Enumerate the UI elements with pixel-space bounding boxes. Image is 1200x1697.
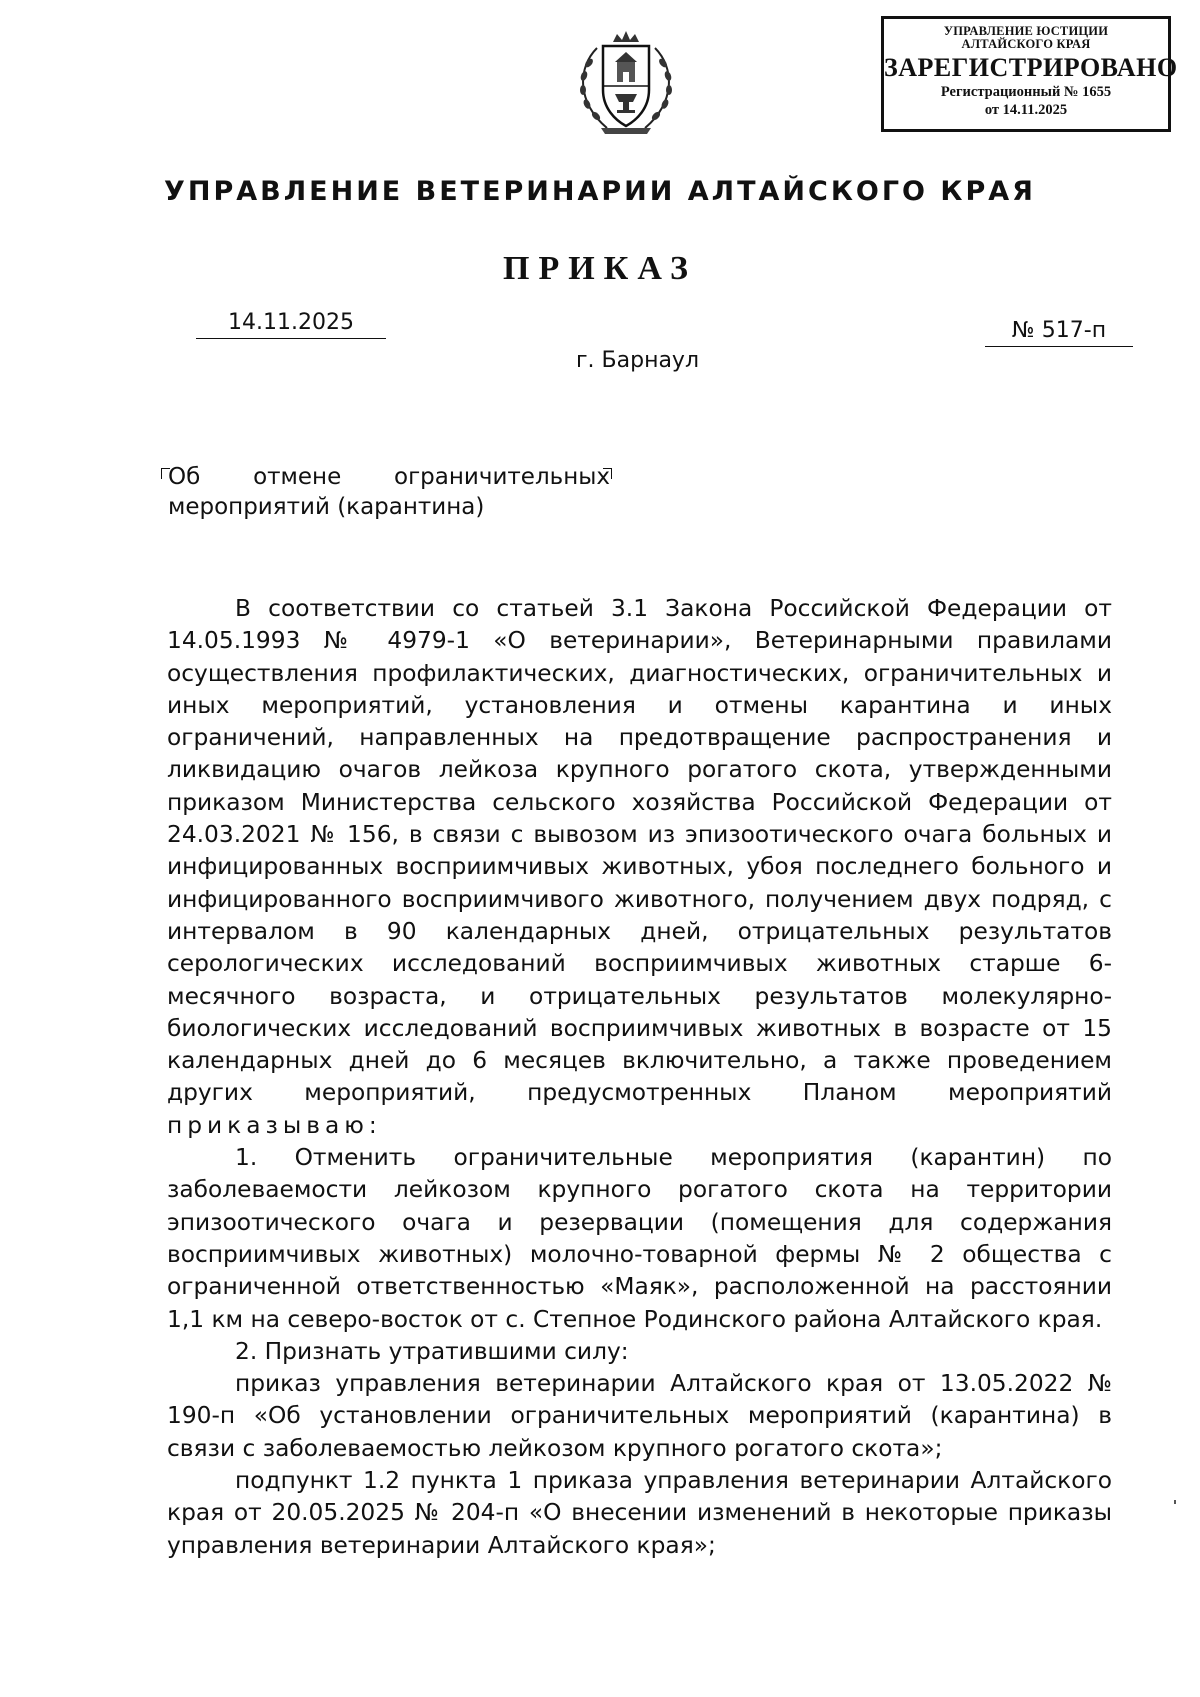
order-body [167, 593, 1112, 1562]
stamp-reg-number: Регистрационный № 1655 [940, 84, 1112, 100]
document-type-title: ПРИКАЗ [503, 250, 697, 287]
stamp-reg-date: от 14.11.2025 [984, 102, 1068, 118]
stamp-region-line: АЛТАЙСКОГО КРАЯ [961, 37, 1091, 51]
order-item-2-b: подпункт 1.2 пункта 1 приказа управления ветеринарии Алтайского края от 20.05.2025 № 204-п «О внесении изменений в некоторые приказы управления ветеринарии Алтайского края»; [167, 1467, 1112, 1559]
preamble-paragraph: В соответствии со статьей 3.1 Закона Российской Федерации от 14.05.1993 № 4979-1 «О ветеринарии», Ветеринарными правилами осуществления профилактических, диагностических, ограничительных и иных мероприятий, установления и отмены карантина и иных ограничений, направленных на предотвращение распространения и ликвидацию очагов лейкоза крупного рогатого скота, утвержденными приказом Министерства сельского хозяйства Российской Федерации от 24.03.2021 № 156, в связи с вывозом из эпизоотического очага больных и инфицированных восприимчивых животных, убоя последнего больного и инфицированного восприимчивого животного, получением двух подряд, с интервалом в 90 календарных дней, отрицательных результатов серологических исследований восприимчивых животных старше 6-месячного возраста, и отрицательных результатов молекулярно-биологических исследований восприимчивых животных в возрасте от 15 календарных дней до 6 месяцев включительно, а также проведением других мероприятий, предусмотренных Планом мероприятий приказываю: [167, 595, 1112, 1139]
order-number: № 517-п [985, 318, 1133, 347]
stamp-authority-line: УПРАВЛЕНИЕ ЮСТИЦИИ [943, 24, 1109, 38]
order-item-2: 2. Признать утратившими силу: [235, 1337, 629, 1365]
order-item-1: 1. Отменить ограничительные мероприятия (карантин) по заболеваемости лейкозом крупного рогатого скота на территории эпизоотического очага и резервации (помещения для содержания восприимчивых животных) молочно-товарной фермы № 2 общества с ограниченной ответственностью «Маяк», расположенной на расстоянии 1,1 км на северо-восток от с. Степное Родинского района Алтайского края. [167, 1144, 1112, 1333]
order-keyword: приказываю [167, 1111, 369, 1139]
order-date: 14.11.2025 [196, 310, 386, 339]
stamp-status: ЗАРЕГИСТРИРОВАНО [884, 53, 1178, 82]
scan-speck [1174, 1500, 1176, 1504]
coat-of-arms-emblem [567, 28, 685, 138]
issue-city: г. Барнаул [575, 348, 700, 373]
department-name: УПРАВЛЕНИЕ ВЕТЕРИНАРИИ АЛТАЙСКОГО КРАЯ [164, 176, 1036, 207]
registration-stamp [881, 16, 1178, 132]
subject-line-1: Об отмене ограничительных [168, 464, 611, 490]
order-subject [168, 462, 610, 522]
order-item-2-a: приказ управления ветеринарии Алтайского края от 13.05.2022 № 190-п «Об установлении ограничительных мероприятий (карантина) в связи с заболеваемостью лейкозом крупного рогатого скота»; [167, 1370, 1112, 1462]
subject-line-2: мероприятий (карантина) [168, 494, 485, 520]
